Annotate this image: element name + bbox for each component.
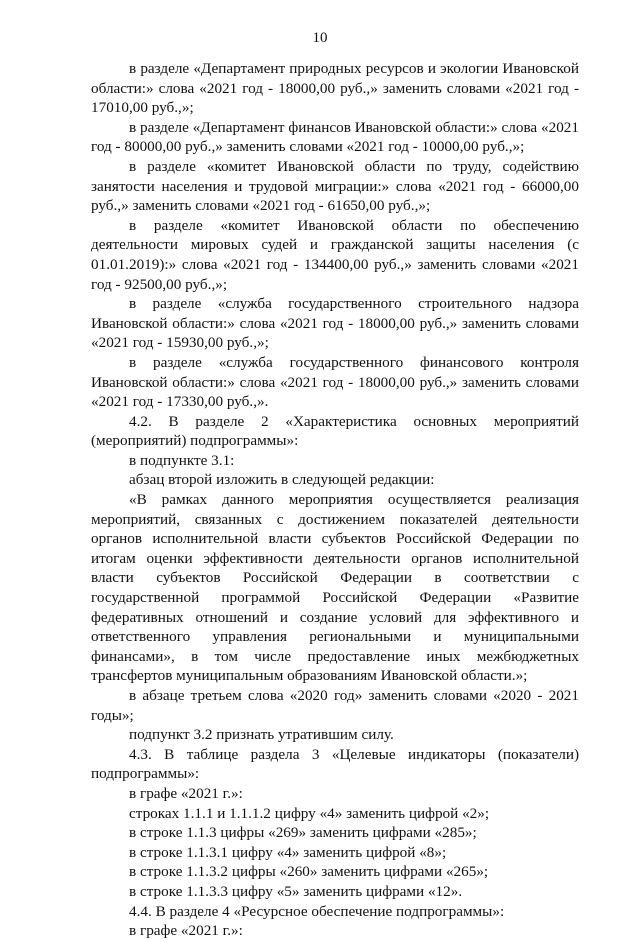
paragraph: 4.3. В таблице раздела 3 «Целевые индикаторы (показатели) подпрограммы»: xyxy=(91,745,579,783)
paragraph: в разделе «служба государственного финансового контроля Ивановской области:» слова «2021 год - 18000,00 руб.,» заменить словами «2021 год - 17330,00 руб.,». xyxy=(91,353,579,411)
paragraph: 4.4. В разделе 4 «Ресурсное обеспечение подпрограммы»: xyxy=(129,902,505,920)
paragraph: в строке 1.1.3.2 цифры «260» заменить цифрами «265»; xyxy=(129,863,489,881)
paragraph: в разделе «комитет Ивановской области по обеспечению деятельности мировых судей и гражданской защиты населения (с 01.01.2019):» слова «2021 год - 134400,00 руб.,» заменить словами «2021 год - 92500,00 руб.,»; xyxy=(91,216,579,293)
paragraph: в разделе «Департамент финансов Ивановской области:» слова «2021 год - 80000,00 руб.,» заменить словами «2021 год - 10000,00 руб.,»; xyxy=(91,118,579,156)
document-body xyxy=(91,59,579,941)
paragraph: в абзаце третьем слова «2020 год» заменить словами «2020 - 2021 годы»; xyxy=(91,687,579,724)
paragraph: подпункт 3.2 признать утратившим силу. xyxy=(129,726,394,744)
paragraph: в графе «2021 г.»: xyxy=(129,922,243,940)
paragraph: в строке 1.1.3.1 цифру «4» заменить цифрой «8»; xyxy=(129,843,447,861)
paragraph: абзац второй изложить в следующей редакции: xyxy=(129,471,435,489)
paragraph: в разделе «служба государственного строительного надзора Ивановской области:» слова «2021 год - 18000,00 руб.,» заменить словами «2021 год - 15930,00 руб.,»; xyxy=(91,295,579,352)
paragraph: в разделе «комитет Ивановской области по труду, содействию занятости населения и трудовой миграции:» слова «2021 год - 66000,00 руб.,» заменить словами «2021 год - 61650,00 руб.,»; xyxy=(91,157,579,215)
paragraph: в строке 1.1.3 цифры «269» заменить цифрами «285»; xyxy=(129,824,477,842)
paragraph: 4.2. В разделе 2 «Характеристика основных мероприятий (мероприятий) подпрограммы»: xyxy=(91,412,579,450)
paragraph: в графе «2021 г.»: xyxy=(129,784,243,802)
paragraph: в подпункте 3.1: xyxy=(129,451,235,469)
paragraph: в разделе «Департамент природных ресурсов и экологии Ивановской области:» слова «2021 год - 18000,00 руб.,» заменить словами «2021 год - 17010,00 руб.,»; xyxy=(91,60,579,117)
paragraph: в строке 1.1.3.3 цифру «5» заменить цифрами «12». xyxy=(129,882,463,900)
paragraph: «В рамках данного мероприятия осуществляется реализация мероприятий, связанных с достижением показателей деятельности органов исполнительной власти субъектов Российской Федерации по итогам оценки эффективности деятельности органов исполнительной власти субъектов Российской Федерации в соответствии с государственной программой Российской Федерации «Развитие федеративных отношений и создание условий для эффективного и ответственного управления региональными и муниципальными финансами», в том числе предоставление иных межбюджетных трансфертов муниципальным образованиям Ивановской области.»; xyxy=(91,491,579,685)
paragraph: строках 1.1.1 и 1.1.1.2 цифру «4» заменить цифрой «2»; xyxy=(129,804,490,822)
page-number: 10 xyxy=(312,30,328,46)
